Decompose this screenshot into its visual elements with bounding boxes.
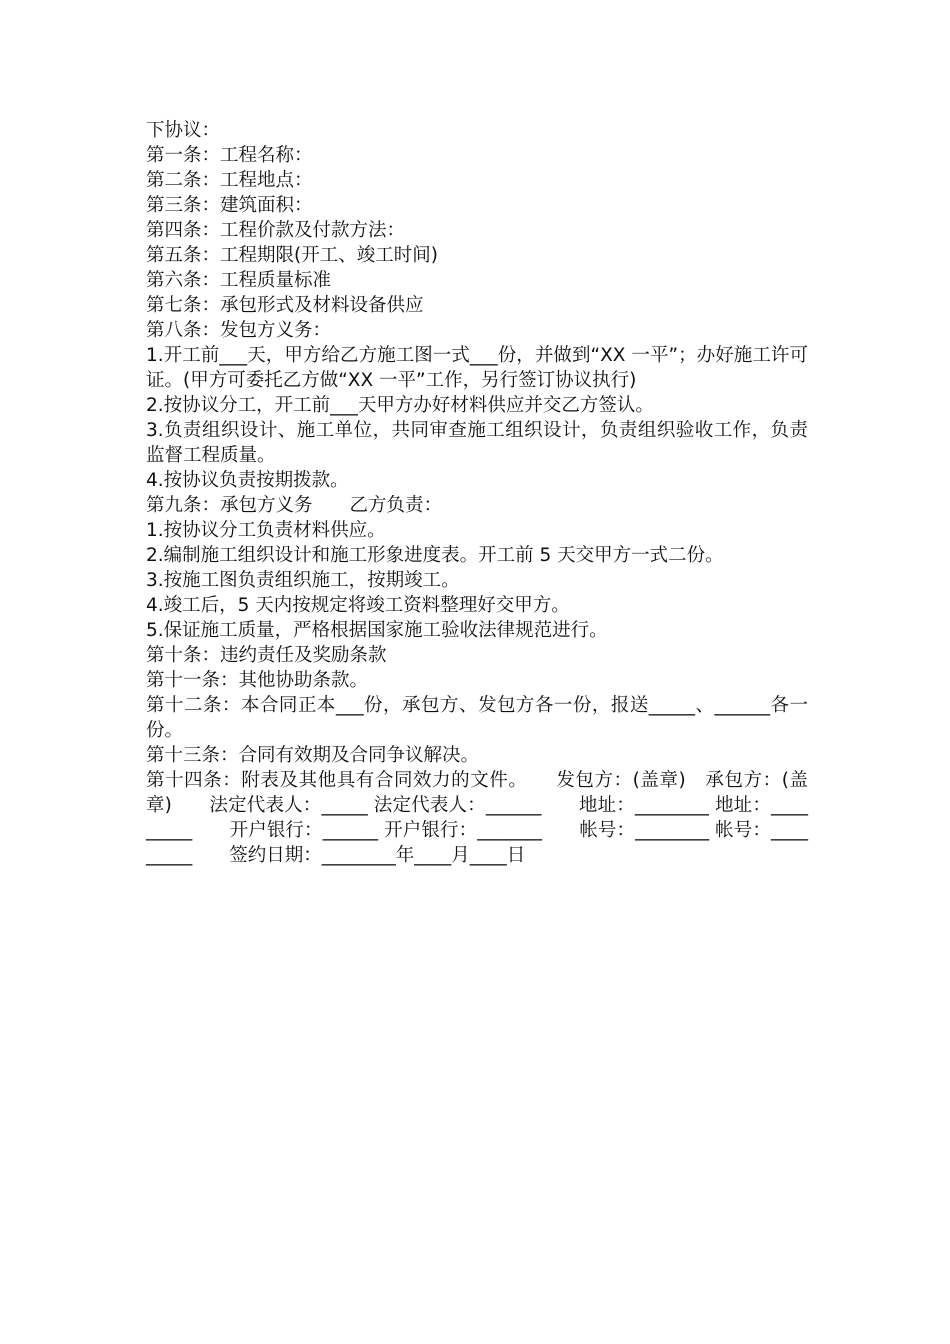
clause-9-item-1: 1.按协议分工负责材料供应。 (146, 520, 386, 541)
clause-8-item-4: 4.按协议负责按期拨款。 (146, 470, 349, 491)
clause-11-other: 第十一条：其他协助条款。 (146, 670, 369, 691)
clause-8-item-1: 1.开工前___天，甲方给乙方施工图一式___份，并做到“XX 一平”；办好施工许可证。(甲方可委托乙方做“XX 一平”工作，另行签订协议执行) (146, 345, 808, 391)
clause-10-liability: 第十条：违约责任及奖励条款 (146, 645, 387, 666)
clause-3-building-area: 第三条：建筑面积： (146, 195, 313, 216)
clause-2-project-location: 第二条：工程地点： (146, 170, 313, 191)
clause-12-copies: 第十二条：本合同正本___份，承包方、发包方各一份，报送_____、______各一份。 (146, 695, 808, 741)
clause-9-item-2: 2.编制施工组织设计和施工形象进度表。开工前 5 天交甲方一式二份。 (146, 545, 724, 566)
clause-9-contractor-obligations: 第九条：承包方义务 乙方负责： (146, 495, 443, 516)
clause-8-item-2: 2.按协议分工，开工前___天甲方办好材料供应并交乙方签认。 (146, 395, 654, 416)
clause-1-project-name: 第一条：工程名称： (146, 145, 313, 166)
document-page (146, 118, 808, 868)
clause-14-signature-block: 第十四条：附表及其他具有合同效力的文件。 发包方：(盖章) 承包方：(盖章) 法定代表人：_____ 法定代表人：______ 地址：________ 地址：_________ 开户银行：______ 开户银行：_______ 帐号：________ 帐号：_________ 签约日期：________年____月____日 (146, 770, 808, 866)
clause-9-item-3: 3.按施工图负责组织施工，按期竣工。 (146, 570, 460, 591)
clause-8-item-3: 3.负责组织设计、施工单位，共同审查施工组织设计，负责组织验收工作，负责监督工程质量。 (146, 420, 808, 466)
clause-4-price-payment: 第四条：工程价款及付款方法： (146, 220, 406, 241)
clause-9-item-4: 4.竣工后，5 天内按规定将竣工资料整理好交甲方。 (146, 595, 570, 616)
text-line-intro: 下协议： (146, 120, 221, 141)
clause-9-item-5: 5.保证施工质量，严格根据国家施工验收法律规范进行。 (146, 620, 608, 641)
clause-13-validity: 第十三条：合同有效期及合同争议解决。 (146, 745, 480, 766)
clause-6-quality-standard: 第六条：工程质量标准 (146, 270, 332, 291)
clause-8-employer-obligations: 第八条：发包方义务： (146, 320, 332, 341)
clause-7-contract-form: 第七条：承包形式及材料设备供应 (146, 295, 424, 316)
clause-5-project-period: 第五条：工程期限(开工、竣工时间) (146, 245, 438, 266)
